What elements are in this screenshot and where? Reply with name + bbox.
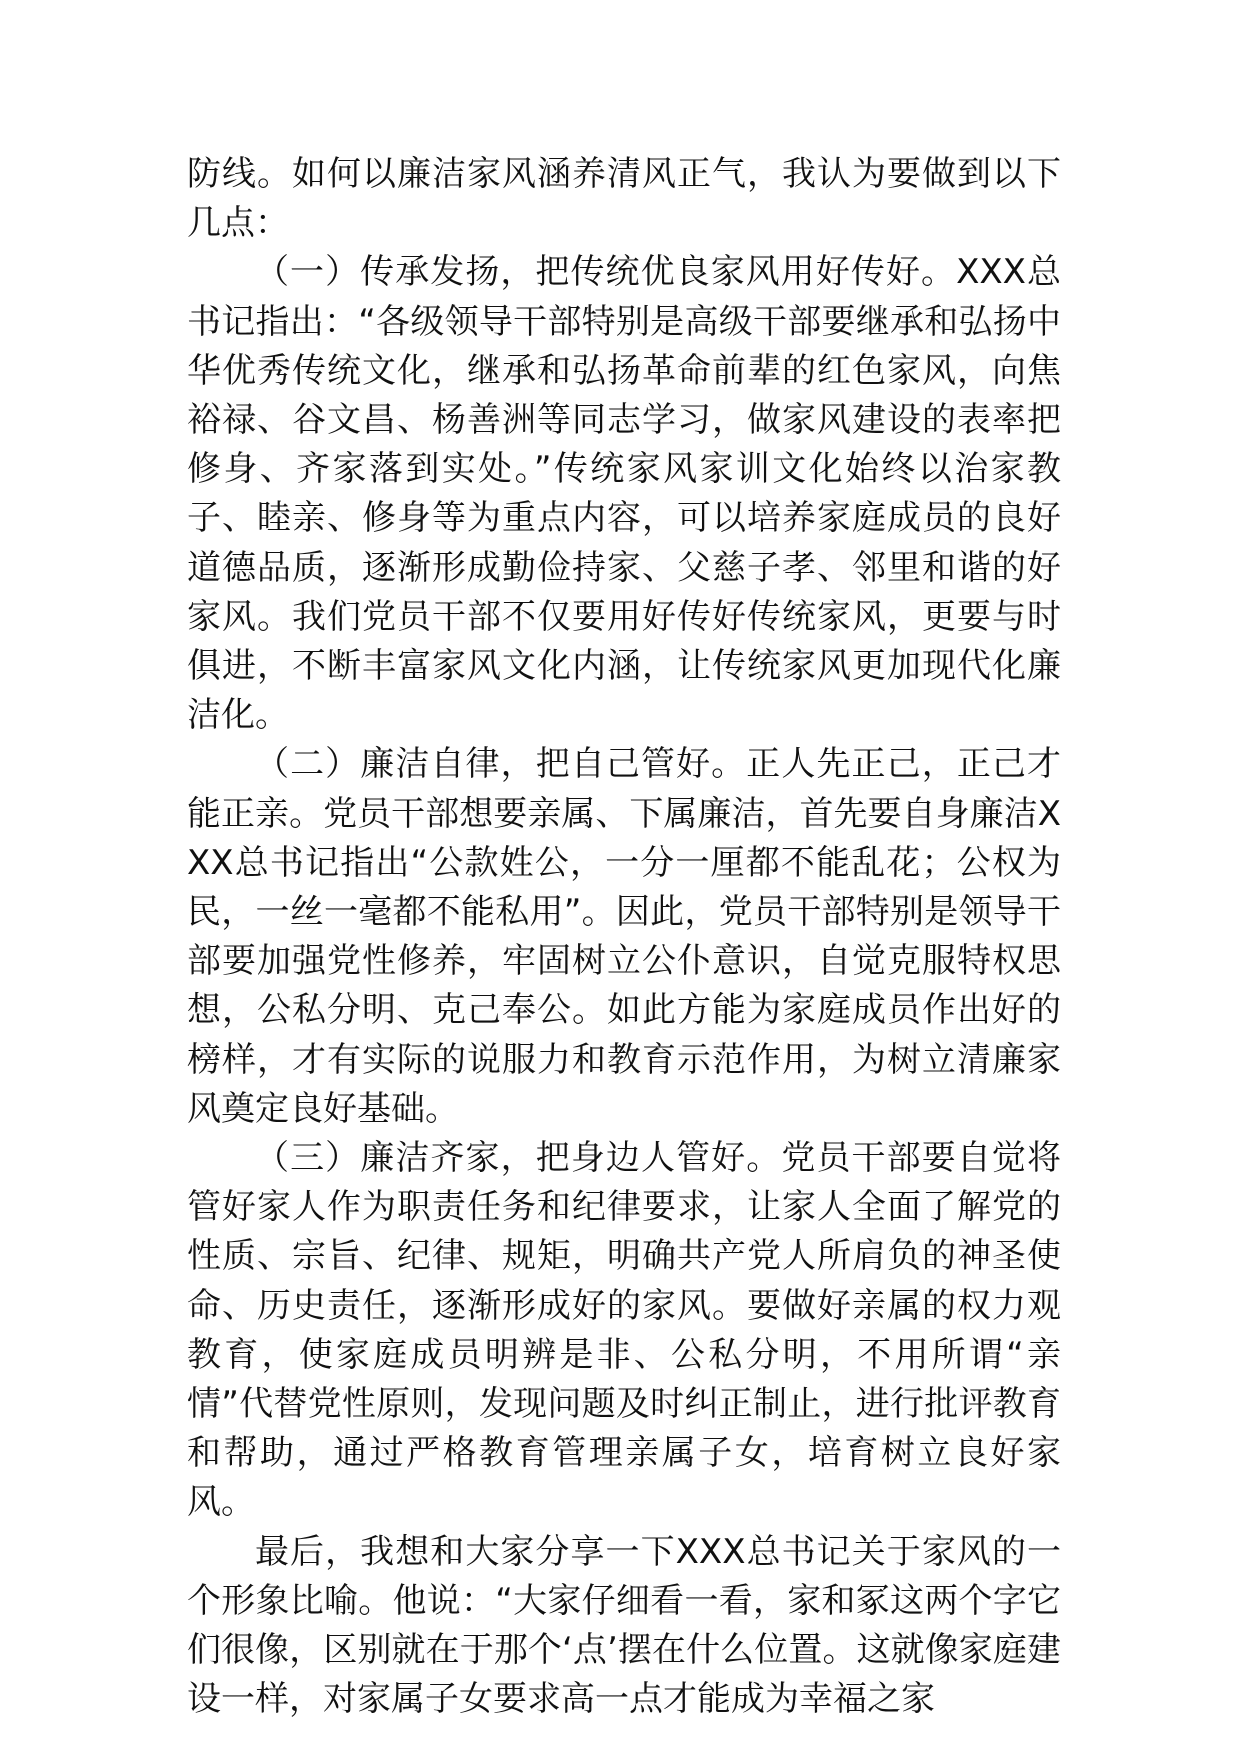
paragraph-point-1: （一）传承发扬，把传统优良家风用好传好。XXX总书记指出：“各级领导干部特别是高级干部要继承和弘扬中华优秀传统文化，继承和弘扬革命前辈的红色家风，向焦裕禄、谷文昌、杨善洲等同志学习，做家风建设的表率把修身、齐家落到实处。”传统家风家训文化始终以治家教子、睦亲、修身等为重点内容，可以培养家庭成员的良好道德品质，逐渐形成勤俭持家、父慈子孝、邻里和谐的好家风。我们党员干部不仅要用好传好传统家风，更要与时俱进，不断丰富家风文化内涵，让传统家风更加现代化廉洁化。 [187,252,1061,736]
paragraph-point-3: （三）廉洁齐家，把身边人管好。党员干部要自觉将管好家人作为职责任务和纪律要求，让家人全面了解党的性质、宗旨、纪律、规矩，明确共产党人所肩负的神圣使命、历史责任，逐渐形成好的家风。要做好亲属的权力观教育，使家庭成员明辨是非、公私分明，不用所谓“亲情”代替党性原则，发现问题及时纠正制止，进行批评教育和帮助，通过严格教育管理亲属子女，培育树立良好家风。 [187,1138,1061,1523]
paragraph-closing: 最后，我想和大家分享一下XXX总书记关于家风的一个形象比喻。他说：“大家仔细看一看，家和冢这两个字它们很像，区别就在于那个‘点’摆在什么位置。这就像家庭建设一样，对家属子女要求高一点才能成为幸福之家 [187,1531,1061,1720]
paragraph-intro: 防线。如何以廉洁家风涵养清风正气，我认为要做到以下几点： [187,154,1061,244]
paragraph-point-2: （二）廉洁自律，把自己管好。正人先正己，正己才能正亲。党员干部想要亲属、下属廉洁，首先要自身廉洁XXX总书记指出“公款姓公，一分一厘都不能乱花；公权为民，一丝一毫都不能私用”。因此，党员干部特别是领导干部要加强党性修养，牢固树立公仆意识，自觉克服特权思想，公私分明、克己奉公。如此方能为家庭成员作出好的榜样，才有实际的说服力和教育示范作用，为树立清廉家风奠定良好基础。 [187,744,1061,1129]
document-body [187,150,1061,1725]
